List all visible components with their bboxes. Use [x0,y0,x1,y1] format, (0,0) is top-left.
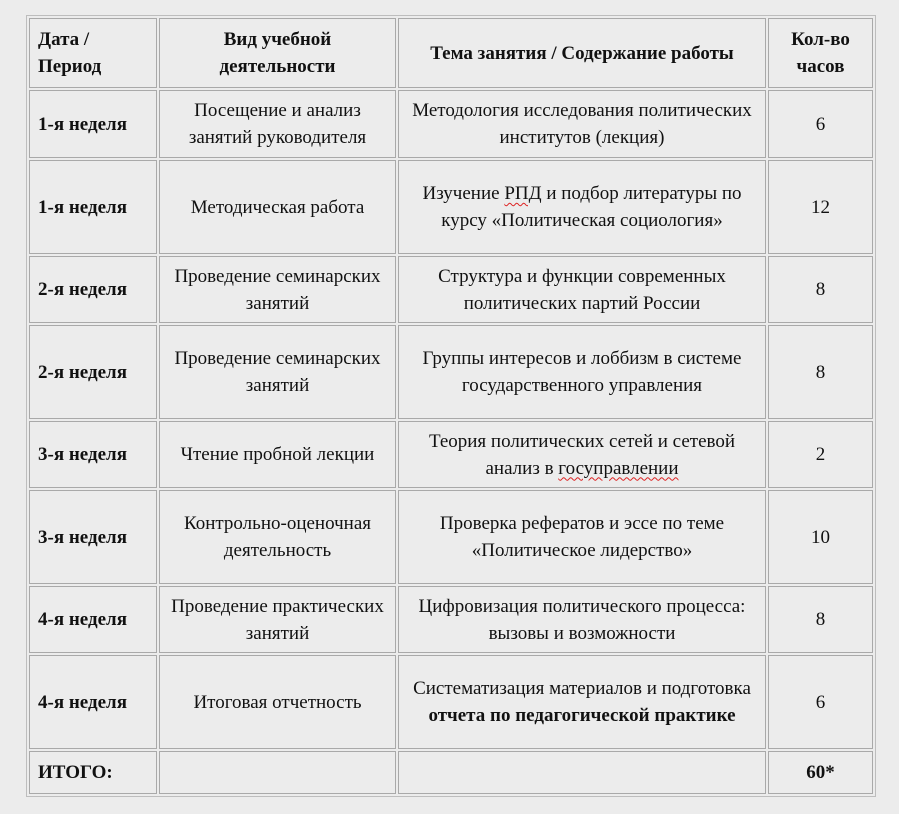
total-empty-cell [398,751,766,794]
row-topic: Группы интересов и лоббизм в системе государственного управления [398,325,766,419]
row-topic: Структура и функции современных политических партий России [398,256,766,323]
row-topic: Методология исследования политических институтов (лекция) [398,90,766,158]
table-total-row [29,751,873,794]
row-activity: Чтение пробной лекции [159,421,396,488]
row-topic: Проверка рефератов и эссе по теме «Политическое лидерство» [398,490,766,584]
row-hours: 6 [768,90,873,158]
row-period: 3-я неделя [29,490,157,584]
row-topic: Цифровизация политического процесса: вызовы и возможности [398,586,766,653]
table-row [29,256,873,323]
header-period: Дата / Период [29,18,157,88]
row-hours: 12 [768,160,873,254]
header-activity: Вид учебной деятельности [159,18,396,88]
row-activity: Методическая работа [159,160,396,254]
total-empty-cell [159,751,396,794]
total-hours: 60* [768,751,873,794]
topic-text: Систематизация материалов и подготовка [413,678,751,699]
row-topic [398,421,766,488]
spellcheck-flagged-word: госуправлении [558,457,679,479]
table-row [29,490,873,584]
header-topic: Тема занятия / Содержание работы [398,18,766,88]
row-hours: 8 [768,586,873,653]
row-topic [398,160,766,254]
table-row [29,160,873,254]
row-hours: 2 [768,421,873,488]
row-activity: Проведение семинарских занятий [159,325,396,419]
table-row [29,90,873,158]
topic-bold-text: отчета по педагогической практике [428,705,736,726]
topic-text: Изучение [422,183,505,204]
row-period: 1-я неделя [29,160,157,254]
row-period: 1-я неделя [29,90,157,158]
table-row [29,655,873,749]
row-hours: 6 [768,655,873,749]
row-period: 4-я неделя [29,586,157,653]
header-hours: Кол-во часов [768,18,873,88]
row-activity: Посещение и анализ занятий руководителя [159,90,396,158]
spellcheck-flagged-word: РПД [504,183,542,204]
row-period: 2-я неделя [29,325,157,419]
row-topic [398,655,766,749]
row-hours: 8 [768,256,873,323]
row-hours: 10 [768,490,873,584]
table-row [29,421,873,488]
table-row [29,325,873,419]
total-label: ИТОГО: [29,751,157,794]
row-activity: Проведение практических занятий [159,586,396,653]
row-activity: Проведение семинарских занятий [159,256,396,323]
topic-text: Теория политических сетей и сетевой анализ в [428,430,736,479]
row-period: 3-я неделя [29,421,157,488]
practice-schedule-table [26,15,876,797]
row-activity: Итоговая отчетность [159,655,396,749]
row-period: 2-я неделя [29,256,157,323]
table-row [29,586,873,653]
row-hours: 8 [768,325,873,419]
table-header-row [29,18,873,88]
topic-text: и подбор литературы по курсу «Политическая социология» [441,183,742,231]
row-activity: Контрольно-оценочная деятельность [159,490,396,584]
row-period: 4-я неделя [29,655,157,749]
